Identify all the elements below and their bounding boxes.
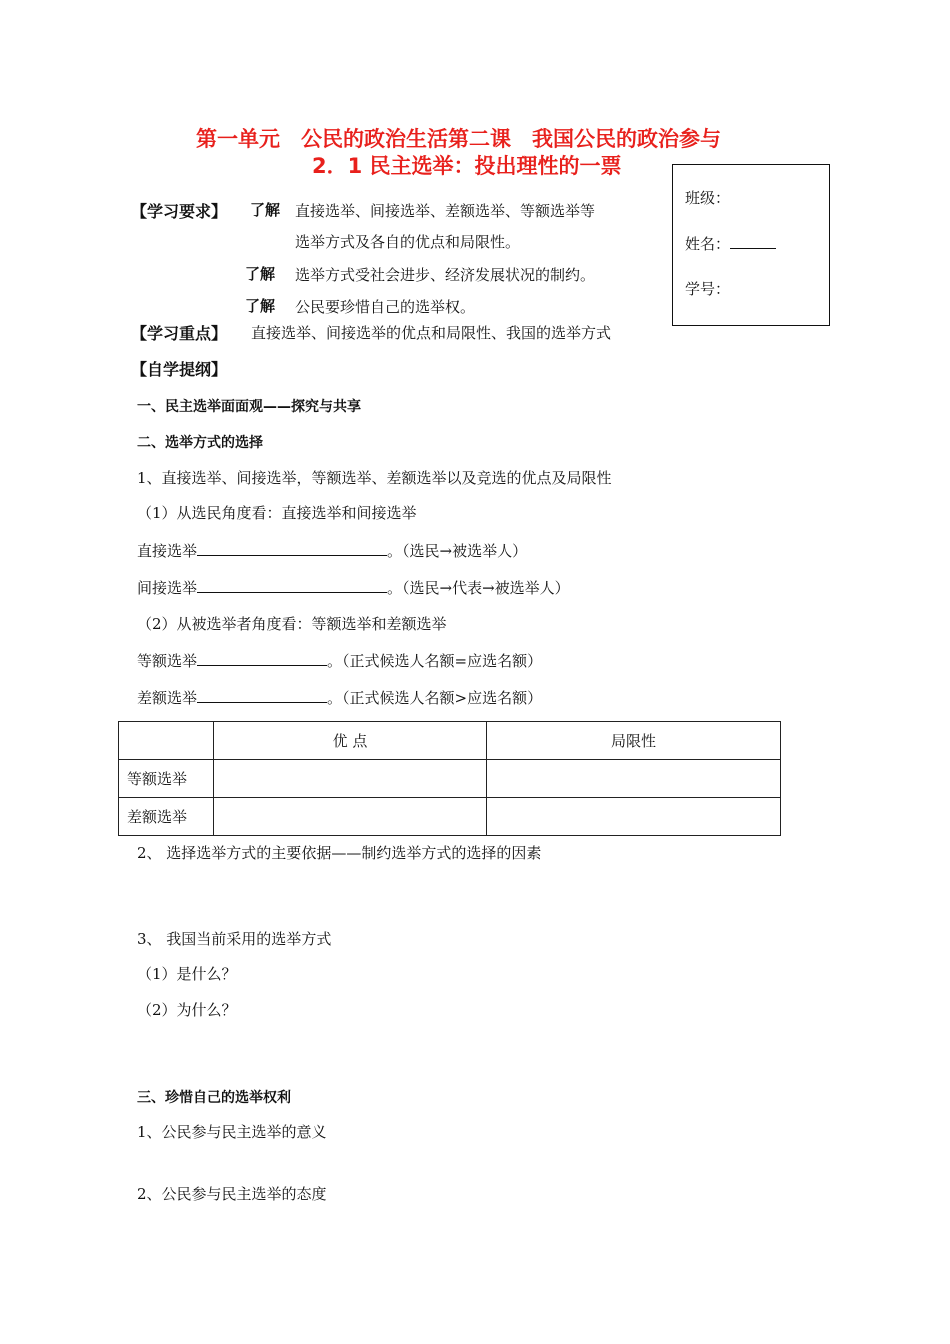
requirement-text: 公民要珍惜自己的选举权。 (295, 298, 476, 316)
indirect-election-line (137, 577, 570, 598)
table-row-label: 等额选举 (119, 760, 214, 798)
outline-item: 2、 选择选举方式的主要依据——制约选举方式的选择的因素 (137, 844, 542, 862)
outline-item: 1、直接选举、间接选举，等额选举、差额选举以及竞选的优点及局限性 (137, 469, 612, 487)
key-points-label: 【学习重点】 (131, 324, 228, 343)
requirement-verb: 了解 (245, 265, 276, 283)
table-header-cell: 优 点 (214, 722, 487, 760)
diff-election-line (137, 687, 542, 708)
table-cell[interactable] (487, 798, 781, 836)
requirement-verb: 了解 (245, 297, 276, 315)
answer-blank (197, 650, 327, 666)
equal-election-label: 等额选举 (137, 652, 198, 670)
id-label: 学号： (685, 280, 731, 298)
table-header-cell: 局限性 (487, 722, 781, 760)
student-info-box (672, 164, 830, 326)
section-heading: 一、民主选举面面观——探究与共享 (137, 399, 361, 415)
table-header-cell (119, 722, 214, 760)
requirement-verb: 了解 (250, 201, 281, 219)
page-title-line1: 第一单元 公民的政治生活第二课 我国公民的政治参与 (196, 127, 721, 151)
indirect-election-note: 。（选民→代表→被选举人） (387, 579, 570, 597)
section-heading: 二、选举方式的选择 (137, 435, 263, 451)
class-label: 班级： (685, 189, 731, 207)
table-row-label: 差额选举 (119, 798, 214, 836)
page-title-line2: 2．1 民主选举：投出理性的一票 (312, 154, 622, 178)
outline-item: 2、公民参与民主选举的态度 (137, 1185, 327, 1203)
direct-election-note: 。（选民→被选举人） (387, 542, 528, 560)
outline-label: 【自学提纲】 (131, 360, 228, 379)
key-points-text: 直接选举、间接选举的优点和局限性、我国的选举方式 (251, 324, 612, 342)
table-cell[interactable] (214, 760, 487, 798)
section-heading: 三、珍惜自己的选举权利 (137, 1090, 291, 1106)
table-cell[interactable] (214, 798, 487, 836)
outline-subitem: （2）从被选举者角度看：等额选举和差额选举 (137, 615, 447, 633)
table-header-row (119, 722, 781, 760)
equal-election-line (137, 650, 542, 671)
answer-blank (197, 687, 327, 703)
answer-blank (197, 577, 387, 593)
equal-election-note: 。（正式候选人名额=应选名额） (327, 652, 543, 670)
outline-question: （2）为什么？ (137, 1001, 237, 1019)
table-row (119, 798, 781, 836)
outline-item: 1、公民参与民主选举的意义 (137, 1123, 327, 1141)
diff-election-note: 。（正式候选人名额>应选名额） (327, 689, 543, 707)
requirement-text: 选举方式受社会进步、经济发展状况的制约。 (295, 266, 596, 284)
requirement-text: 选举方式及各自的优点和局限性。 (295, 233, 521, 251)
direct-election-label: 直接选举 (137, 542, 198, 560)
direct-election-line (137, 540, 527, 561)
name-field (685, 233, 776, 254)
table-cell[interactable] (487, 760, 781, 798)
answer-blank (197, 540, 387, 556)
comparison-table (118, 721, 781, 836)
outline-subitem: （1）从选民角度看：直接选举和间接选举 (137, 504, 417, 522)
requirement-text: 直接选举、间接选举、差额选举、等额选举等 (295, 202, 596, 220)
indirect-election-label: 间接选举 (137, 579, 198, 597)
outline-item: 3、 我国当前采用的选举方式 (137, 930, 332, 948)
name-blank (730, 233, 776, 249)
outline-question: （1）是什么？ (137, 965, 237, 983)
table-row (119, 760, 781, 798)
name-label: 姓名： (685, 235, 731, 253)
diff-election-label: 差额选举 (137, 689, 198, 707)
requirements-label: 【学习要求】 (131, 202, 228, 221)
